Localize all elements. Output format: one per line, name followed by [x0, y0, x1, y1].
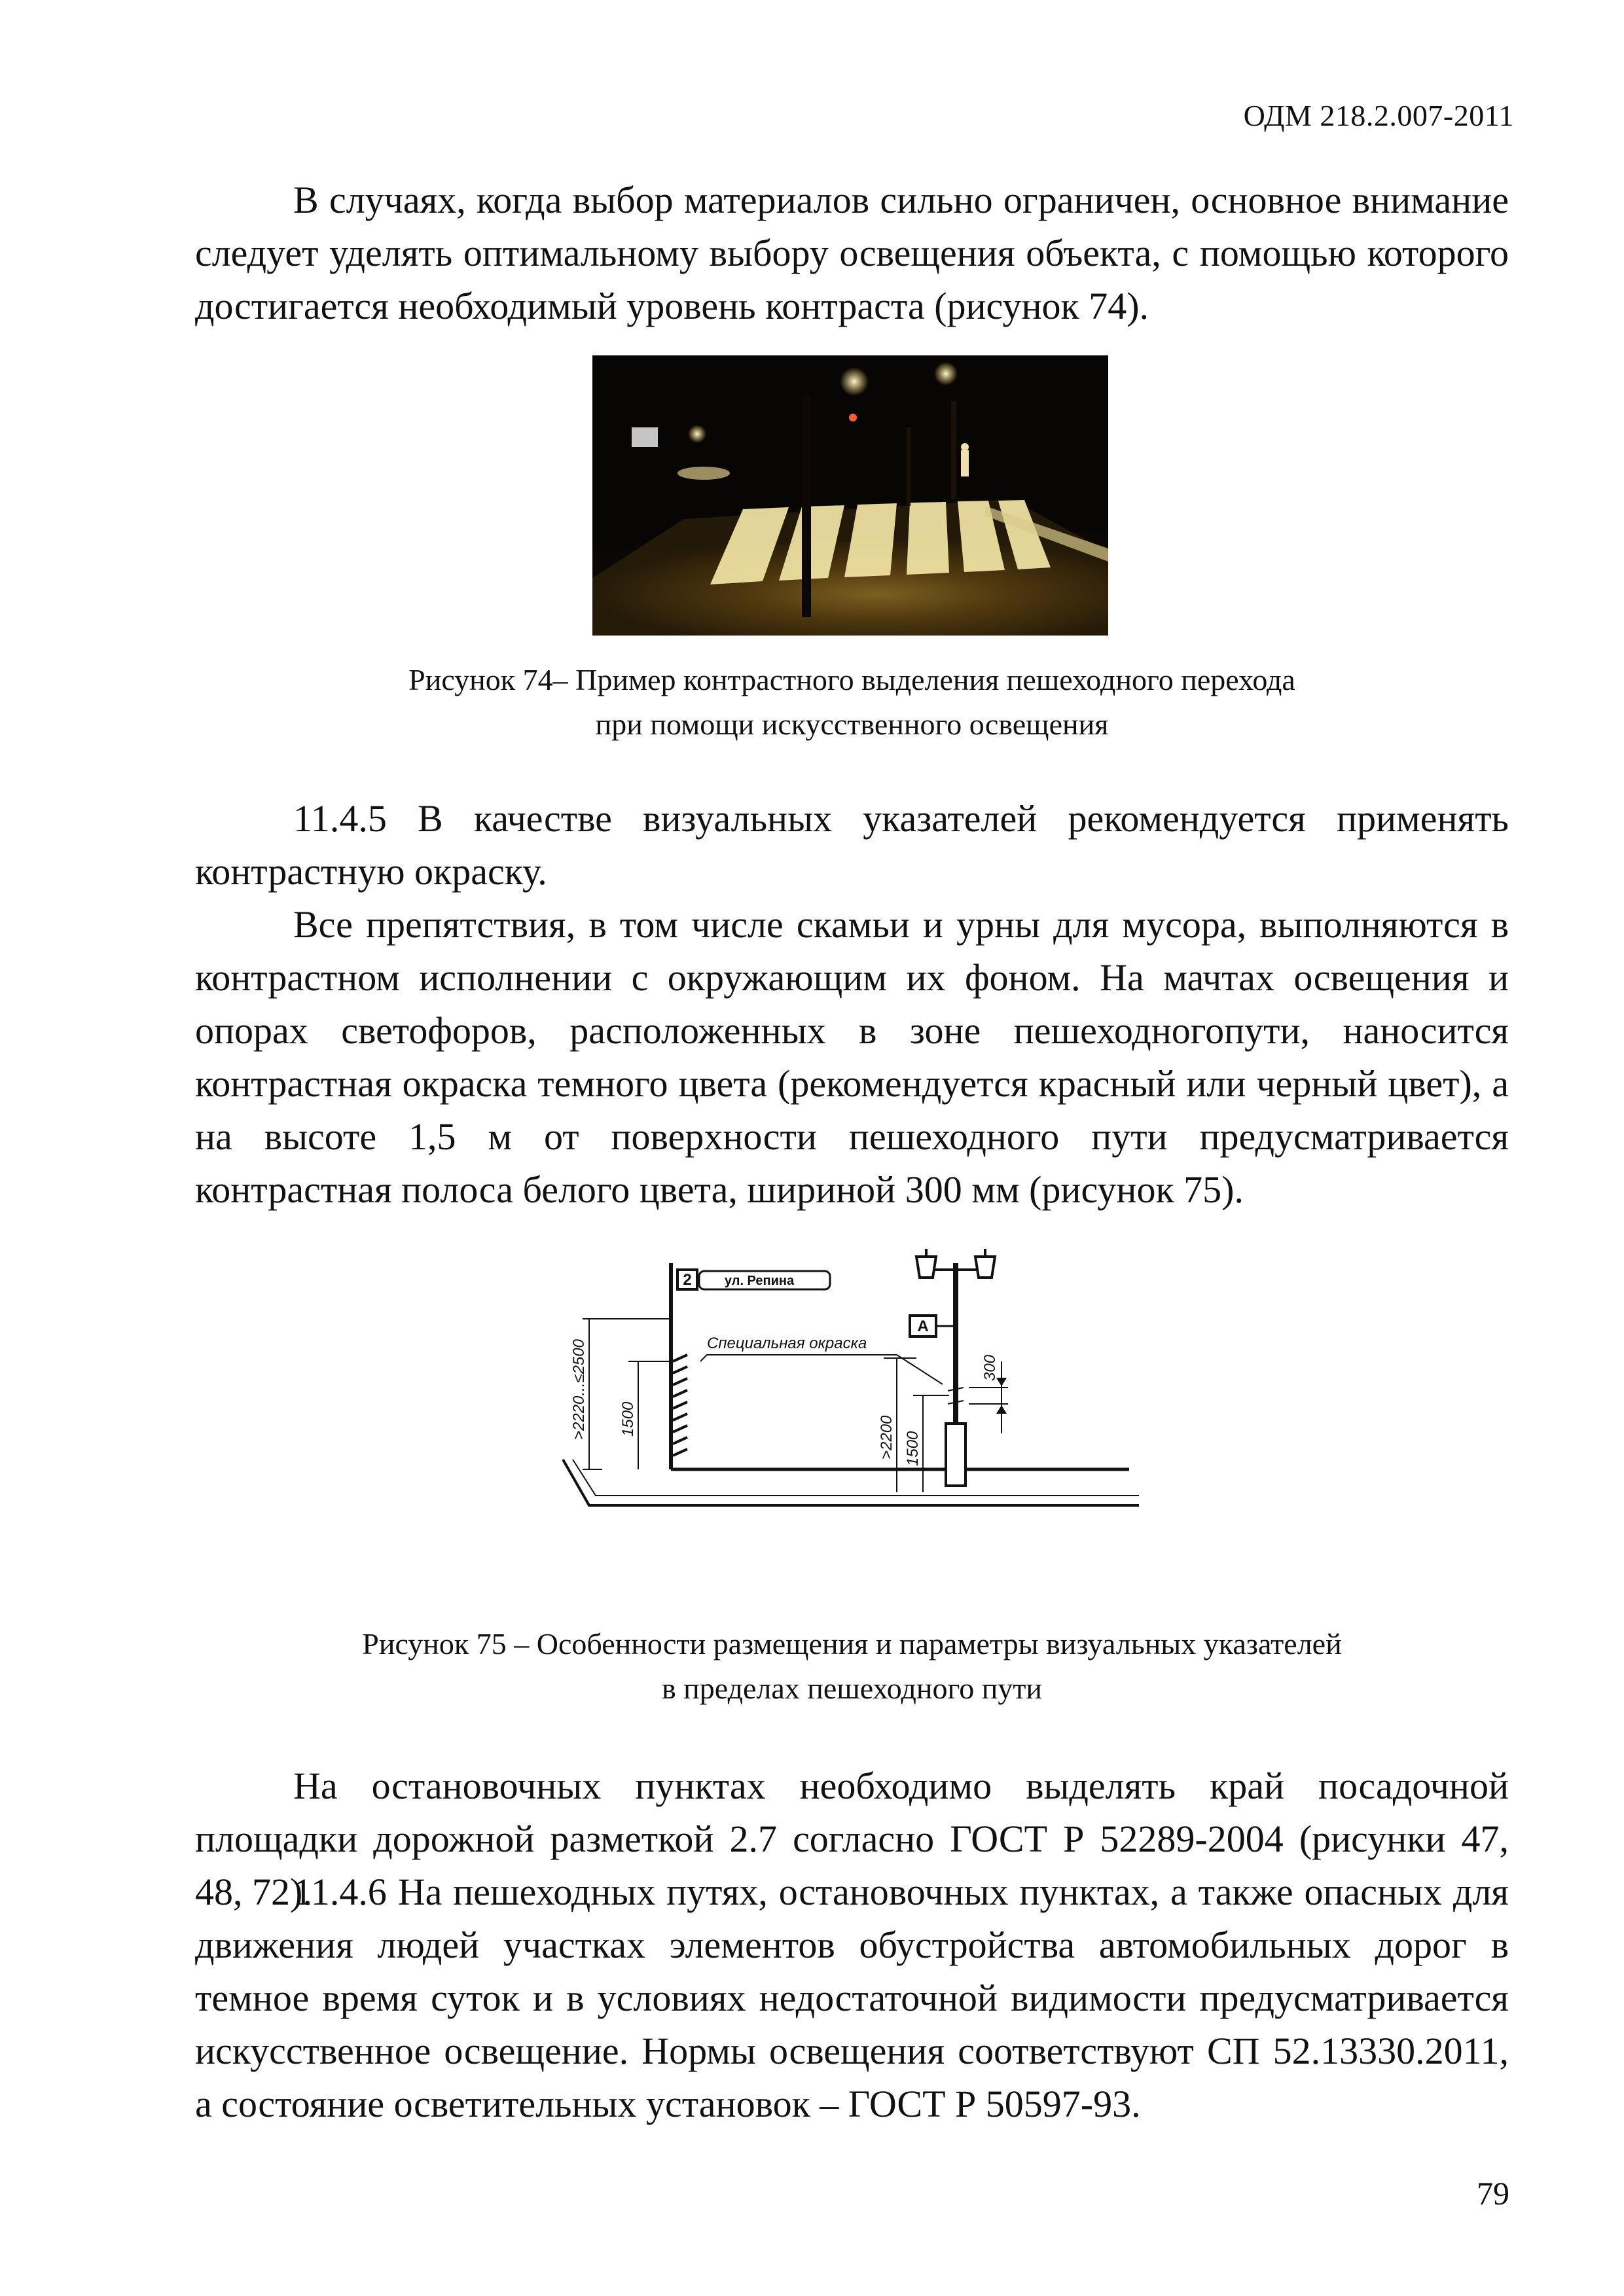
- night-crosswalk-photo: [592, 355, 1108, 636]
- paragraph-11-4-6: 11.4.6 На пешеходных путях, остановочных пунктах, а также опасных для движения людей участках элементов обустройства автомобильных дорог в темное время суток и в условиях недостаточной видимости предусматривается искусственное освещение. Нормы освещения соответствуют СП 52.13330.2011, а состояние осветительных установок – ГОСТ Р 50597-93.: [195, 1871, 1509, 2125]
- stop-sign-letter: А: [917, 1318, 929, 1335]
- sign-number: 2: [683, 1271, 692, 1289]
- figure-74-caption: [195, 658, 1509, 747]
- figure-75-caption: [195, 1622, 1509, 1711]
- street-sign-label: ул. Репина: [724, 1274, 795, 1288]
- dim-left-outer: >2220...≤2500: [570, 1339, 588, 1440]
- paragraph-11-4-5: 11.4.5 В качестве визуальных указателей рекомендуется применять контрастную окраску.: [195, 797, 1509, 893]
- dim-band-width: 300: [981, 1354, 999, 1381]
- paragraph-stop-points-marking: На остановочных пунктах необходимо выделять край посадочной площадки дорожной разметкой 2.7 согласно ГОСТ Р 52289-2004 (рисунки 47, 48, 72).: [195, 1765, 1509, 1913]
- dim-right-outer: >2200: [878, 1415, 895, 1460]
- figure-75-caption-line-1: Рисунок 75 – Особенности размещения и параметры визуальных указателей: [362, 1627, 1342, 1660]
- figure-74-caption-line-1: Рисунок 74– Пример контрастного выделения пешеходного перехода: [408, 663, 1295, 696]
- page-number: 79: [1477, 2175, 1509, 2212]
- visual-indicators-diagram: [550, 1244, 1152, 1597]
- special-paint-label: Специальная окраска: [707, 1335, 867, 1352]
- figure-75-caption-line-2: в пределах пешеходного пути: [661, 1672, 1043, 1705]
- dim-left-inner: 1500: [619, 1401, 637, 1437]
- paragraph-contrast-lighting: В случаях, когда выбор материалов сильно ограничен, основное внимание следует уделять оптимальному выбору освещения объекта, с помощью которого достигается необходимый уровень контраста (рисунок 74).: [195, 179, 1509, 327]
- figure-74-caption-line-2: при помощи искусственного освещения: [595, 708, 1109, 741]
- document-code-header: ОДМ 218.2.007-2011: [1243, 99, 1514, 132]
- dim-right-inner: 1500: [904, 1431, 922, 1466]
- paragraph-obstacles-contrast: Все препятствия, в том числе скамьи и урны для мусора, выполняются в контрастном исполнении с окружающим их фоном. На мачтах освещения и опорах светофоров, расположенных в зоне пешеходногопути, наносится контрастная окраска темного цвета (рекомендуется красный или черный цвет), а на высоте 1,5 м от поверхности пешеходного пути предусматривается контрастная полоса белого цвета, шириной 300 мм (рисунок 75).: [195, 903, 1509, 1211]
